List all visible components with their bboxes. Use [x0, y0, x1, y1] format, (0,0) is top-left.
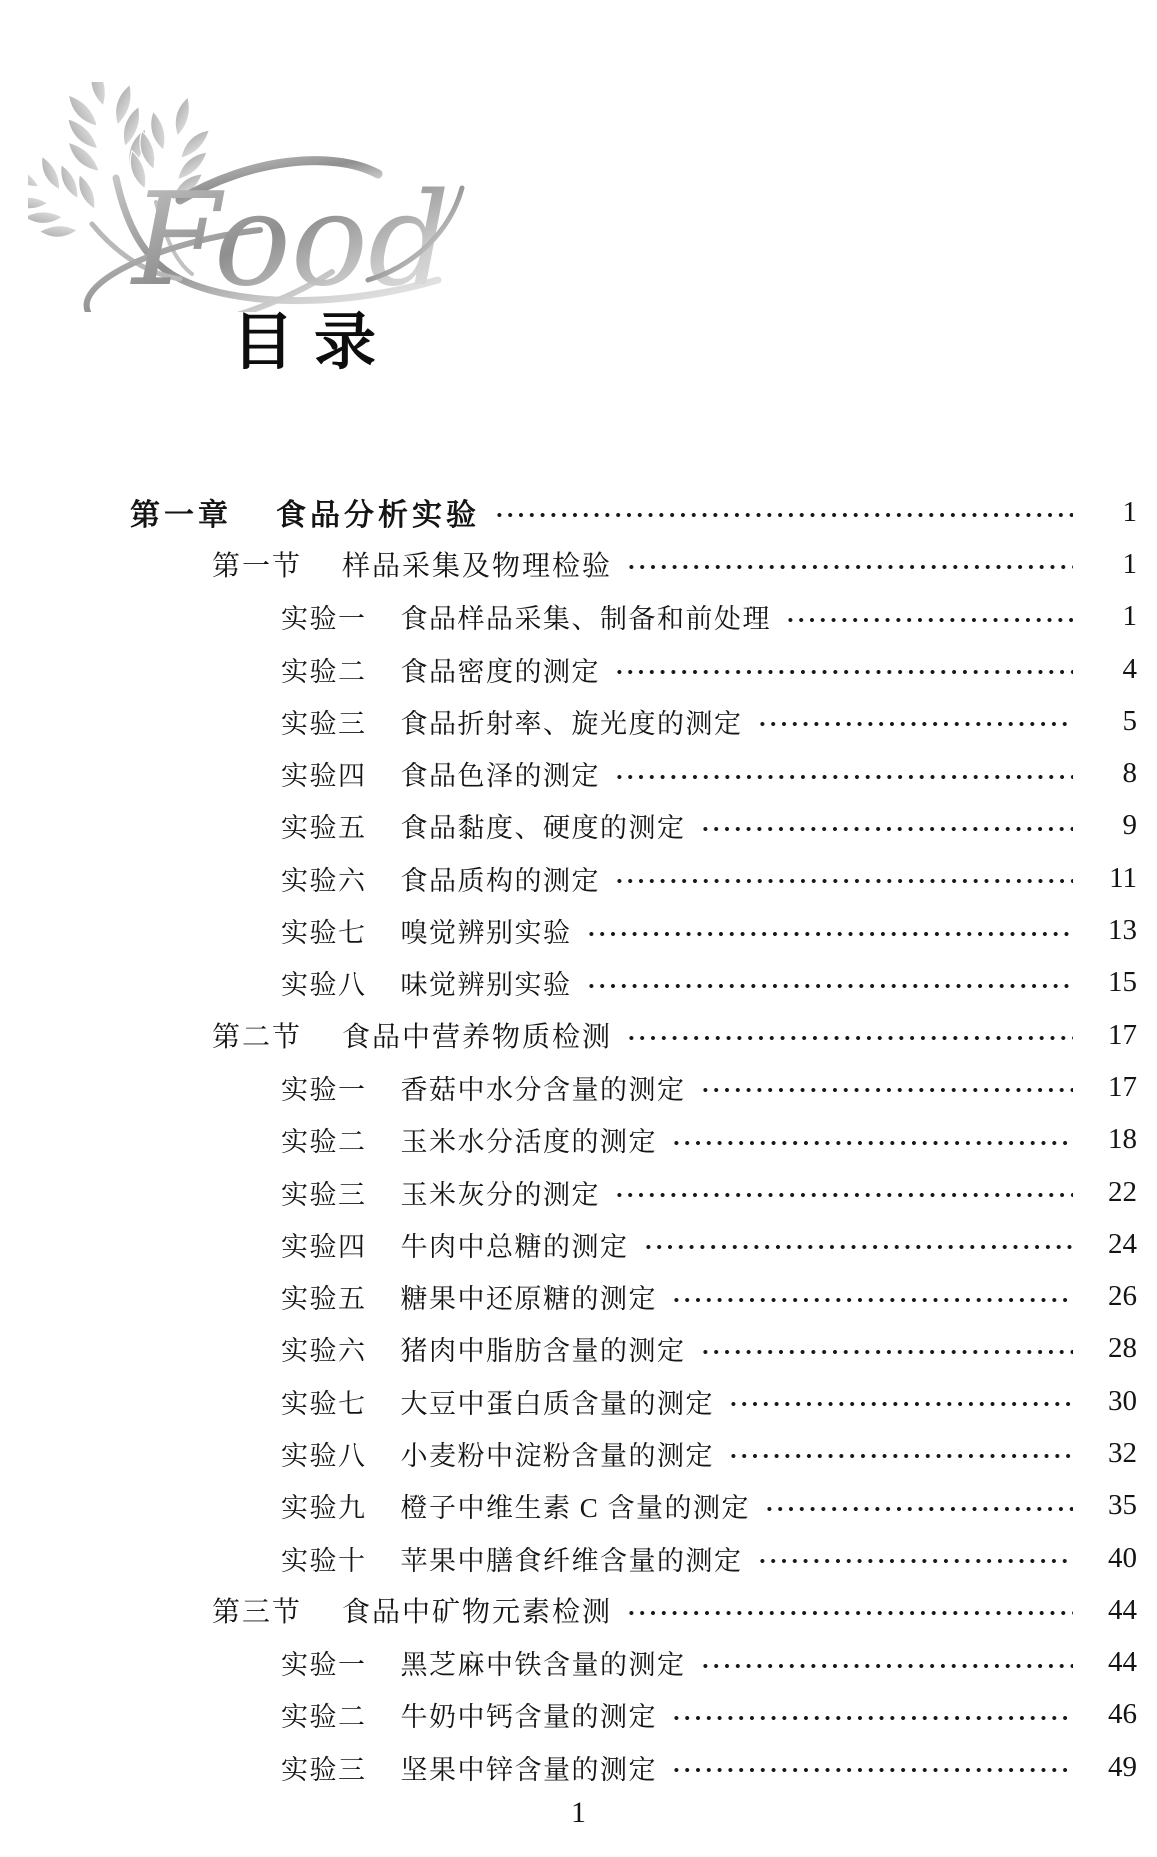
- toc-entry-label: 实验七: [281, 1388, 367, 1419]
- toc-entry-page-number: 35: [1108, 1489, 1137, 1522]
- page-title: 目录: [232, 309, 397, 377]
- toc-entry-title: 玉米水分活度的测定: [400, 1127, 657, 1158]
- toc-entry-title: 牛奶中钙含量的测定: [400, 1702, 657, 1733]
- toc-entry-title: 牛肉中总糖的测定: [400, 1231, 629, 1262]
- toc-entry-label: 第一章: [130, 499, 232, 533]
- dotted-leader: [614, 774, 1073, 780]
- toc-entry: [130, 591, 1137, 643]
- toc-entry-label: 实验二: [281, 1127, 367, 1158]
- toc-entry-page-number: 1: [1122, 547, 1137, 580]
- dotted-leader: [614, 669, 1073, 675]
- toc-entry-label: 实验三: [281, 1179, 367, 1210]
- toc-entry-title: 食品中矿物元素检测: [342, 1597, 613, 1629]
- toc-entry-page-number: 1: [1122, 600, 1137, 633]
- toc-entry-title: 味觉辨别实验: [400, 970, 572, 1001]
- toc-entry-page-number: 11: [1109, 861, 1137, 894]
- toc-entry-label: 实验一: [281, 1650, 367, 1681]
- dotted-leader: [671, 1297, 1073, 1303]
- toc-entry: [130, 1166, 1137, 1218]
- toc-entry-label: 实验二: [281, 1702, 367, 1733]
- toc-entry: [130, 747, 1137, 799]
- dotted-leader: [757, 1558, 1074, 1564]
- toc-entry-page-number: 28: [1108, 1332, 1137, 1365]
- toc-entry: [130, 1689, 1137, 1741]
- toc-entry-label: 实验三: [281, 1754, 367, 1785]
- toc-entry-label: 实验八: [281, 970, 367, 1001]
- toc-entry-title: 大豆中蛋白质含量的测定: [400, 1388, 714, 1419]
- toc-entry-label: 实验五: [281, 813, 367, 844]
- toc-entry-page-number: 22: [1108, 1175, 1137, 1208]
- toc-entry-label: 第三节: [212, 1597, 303, 1629]
- toc-entry: [130, 1009, 1137, 1061]
- toc-entry-page-number: 17: [1108, 1018, 1137, 1051]
- toc-entry: [130, 957, 1137, 1009]
- dotted-leader: [643, 1244, 1074, 1250]
- toc-entry-label: 实验十: [281, 1545, 367, 1576]
- toc-entry-title: 香菇中水分含量的测定: [400, 1074, 686, 1105]
- dotted-leader: [626, 1610, 1073, 1616]
- toc-entry-page-number: 5: [1122, 704, 1137, 737]
- toc-entry: [130, 1114, 1137, 1166]
- toc-entry: [130, 904, 1137, 956]
- toc-entry-label: 实验八: [281, 1440, 367, 1471]
- toc-entry-label: 实验二: [281, 656, 367, 687]
- food-script: [130, 161, 462, 312]
- toc-entry-page-number: 44: [1108, 1646, 1137, 1679]
- toc-entry-page-number: 9: [1122, 809, 1137, 842]
- dotted-leader: [728, 1453, 1073, 1459]
- dotted-leader: [700, 826, 1074, 832]
- toc-entry-page-number: 40: [1108, 1541, 1137, 1574]
- dotted-leader: [764, 1506, 1073, 1512]
- toc-entry-title: 食品黏度、硬度的测定: [400, 813, 686, 844]
- dotted-leader: [700, 1087, 1074, 1093]
- dotted-leader: [785, 617, 1073, 623]
- toc-entry: [130, 1427, 1137, 1479]
- toc-entry-page-number: 49: [1108, 1750, 1137, 1783]
- toc-entry-label: 实验六: [281, 865, 367, 896]
- toc-entry: [130, 1061, 1137, 1113]
- footer-page-number: 1: [571, 1796, 586, 1829]
- toc-entry: [130, 1375, 1137, 1427]
- dotted-leader: [614, 878, 1073, 884]
- toc-entry-label: 第一节: [212, 551, 303, 583]
- toc-entry-page-number: 30: [1108, 1384, 1137, 1417]
- toc-entry-page-number: 46: [1108, 1698, 1137, 1731]
- toc-entry: [130, 852, 1137, 904]
- toc-entry-title: 小麦粉中淀粉含量的测定: [400, 1440, 714, 1471]
- toc-entry-page-number: 1: [1122, 495, 1137, 528]
- toc-entry-page-number: 17: [1108, 1070, 1137, 1103]
- toc-entry-title: 食品色泽的测定: [400, 761, 600, 792]
- dotted-leader: [700, 1349, 1074, 1355]
- dotted-leader: [671, 1140, 1073, 1146]
- toc-entry-page-number: 13: [1108, 914, 1137, 947]
- toc-entry-label: 实验三: [281, 708, 367, 739]
- toc-entry-label: 实验四: [281, 761, 367, 792]
- dotted-leader: [700, 1663, 1074, 1669]
- dotted-leader: [586, 983, 1074, 989]
- toc-entry-title: 食品密度的测定: [400, 656, 600, 687]
- dotted-leader: [614, 1192, 1073, 1198]
- toc-entry-title: 猪肉中脂肪含量的测定: [400, 1336, 686, 1367]
- toc-entry: [130, 643, 1137, 695]
- toc-entry-title: 坚果中锌含量的测定: [400, 1754, 657, 1785]
- toc-entry: [130, 1741, 1137, 1793]
- toc-entry-page-number: 18: [1108, 1123, 1137, 1156]
- toc-entry-title: 糖果中还原糖的测定: [400, 1284, 657, 1315]
- toc-entry-title: 食品质构的测定: [400, 865, 600, 896]
- toc-entry-page-number: 32: [1108, 1436, 1137, 1469]
- toc-entry: [130, 1270, 1137, 1322]
- dotted-leader: [626, 1035, 1073, 1041]
- dotted-leader: [586, 931, 1074, 937]
- dotted-leader: [757, 721, 1074, 727]
- dotted-leader: [494, 512, 1073, 518]
- toc-entry: [130, 538, 1137, 590]
- toc-entry-title: 食品样品采集、制备和前处理: [400, 604, 771, 635]
- toc-entry: [130, 1218, 1137, 1270]
- dotted-leader: [728, 1401, 1073, 1407]
- toc-entry: [130, 800, 1137, 852]
- toc-entry: [130, 1584, 1137, 1636]
- food-script-text: Food: [132, 166, 450, 312]
- toc-entry-title: 苹果中膳食纤维含量的测定: [400, 1545, 743, 1576]
- toc-entry-page-number: 26: [1108, 1280, 1137, 1313]
- dotted-leader: [626, 564, 1073, 570]
- toc-entry-label: 实验五: [281, 1284, 367, 1315]
- toc-entry-title: 食品折射率、旋光度的测定: [400, 708, 743, 739]
- toc-entry-title: 食品分析实验: [276, 499, 480, 533]
- toc-entry-label: 实验七: [281, 918, 367, 949]
- food-logo: [28, 82, 476, 312]
- toc-entry-title: 橙子中维生素 C 含量的测定: [400, 1493, 751, 1524]
- toc-entry: [130, 695, 1137, 747]
- dotted-leader: [671, 1715, 1073, 1721]
- toc-entry-page-number: 4: [1122, 652, 1137, 685]
- toc-entry-title: 玉米灰分的测定: [400, 1179, 600, 1210]
- toc-entry-page-number: 15: [1108, 966, 1137, 999]
- toc-entry-title: 食品中营养物质检测: [342, 1022, 613, 1054]
- toc-entry-label: 实验九: [281, 1493, 367, 1524]
- toc-entry: [130, 1637, 1137, 1689]
- toc-entry-label: 第二节: [212, 1022, 303, 1054]
- toc-entry: [130, 1532, 1137, 1584]
- toc-list: [0, 486, 1157, 1793]
- dotted-leader: [671, 1767, 1073, 1773]
- toc-entry-title: 嗅觉辨别实验: [400, 918, 572, 949]
- toc-entry: [130, 1480, 1137, 1532]
- toc-entry-label: 实验六: [281, 1336, 367, 1367]
- toc-entry-page-number: 24: [1108, 1227, 1137, 1260]
- toc-entry: [130, 1323, 1137, 1375]
- toc-entry-page-number: 8: [1122, 757, 1137, 790]
- toc-entry-page-number: 44: [1108, 1593, 1137, 1626]
- toc-entry-label: 实验四: [281, 1231, 367, 1262]
- toc-entry-title: 样品采集及物理检验: [342, 551, 613, 583]
- toc-entry-label: 实验一: [281, 604, 367, 635]
- toc-entry: [130, 486, 1137, 538]
- toc-entry-label: 实验一: [281, 1074, 367, 1105]
- toc-entry-title: 黑芝麻中铁含量的测定: [400, 1650, 686, 1681]
